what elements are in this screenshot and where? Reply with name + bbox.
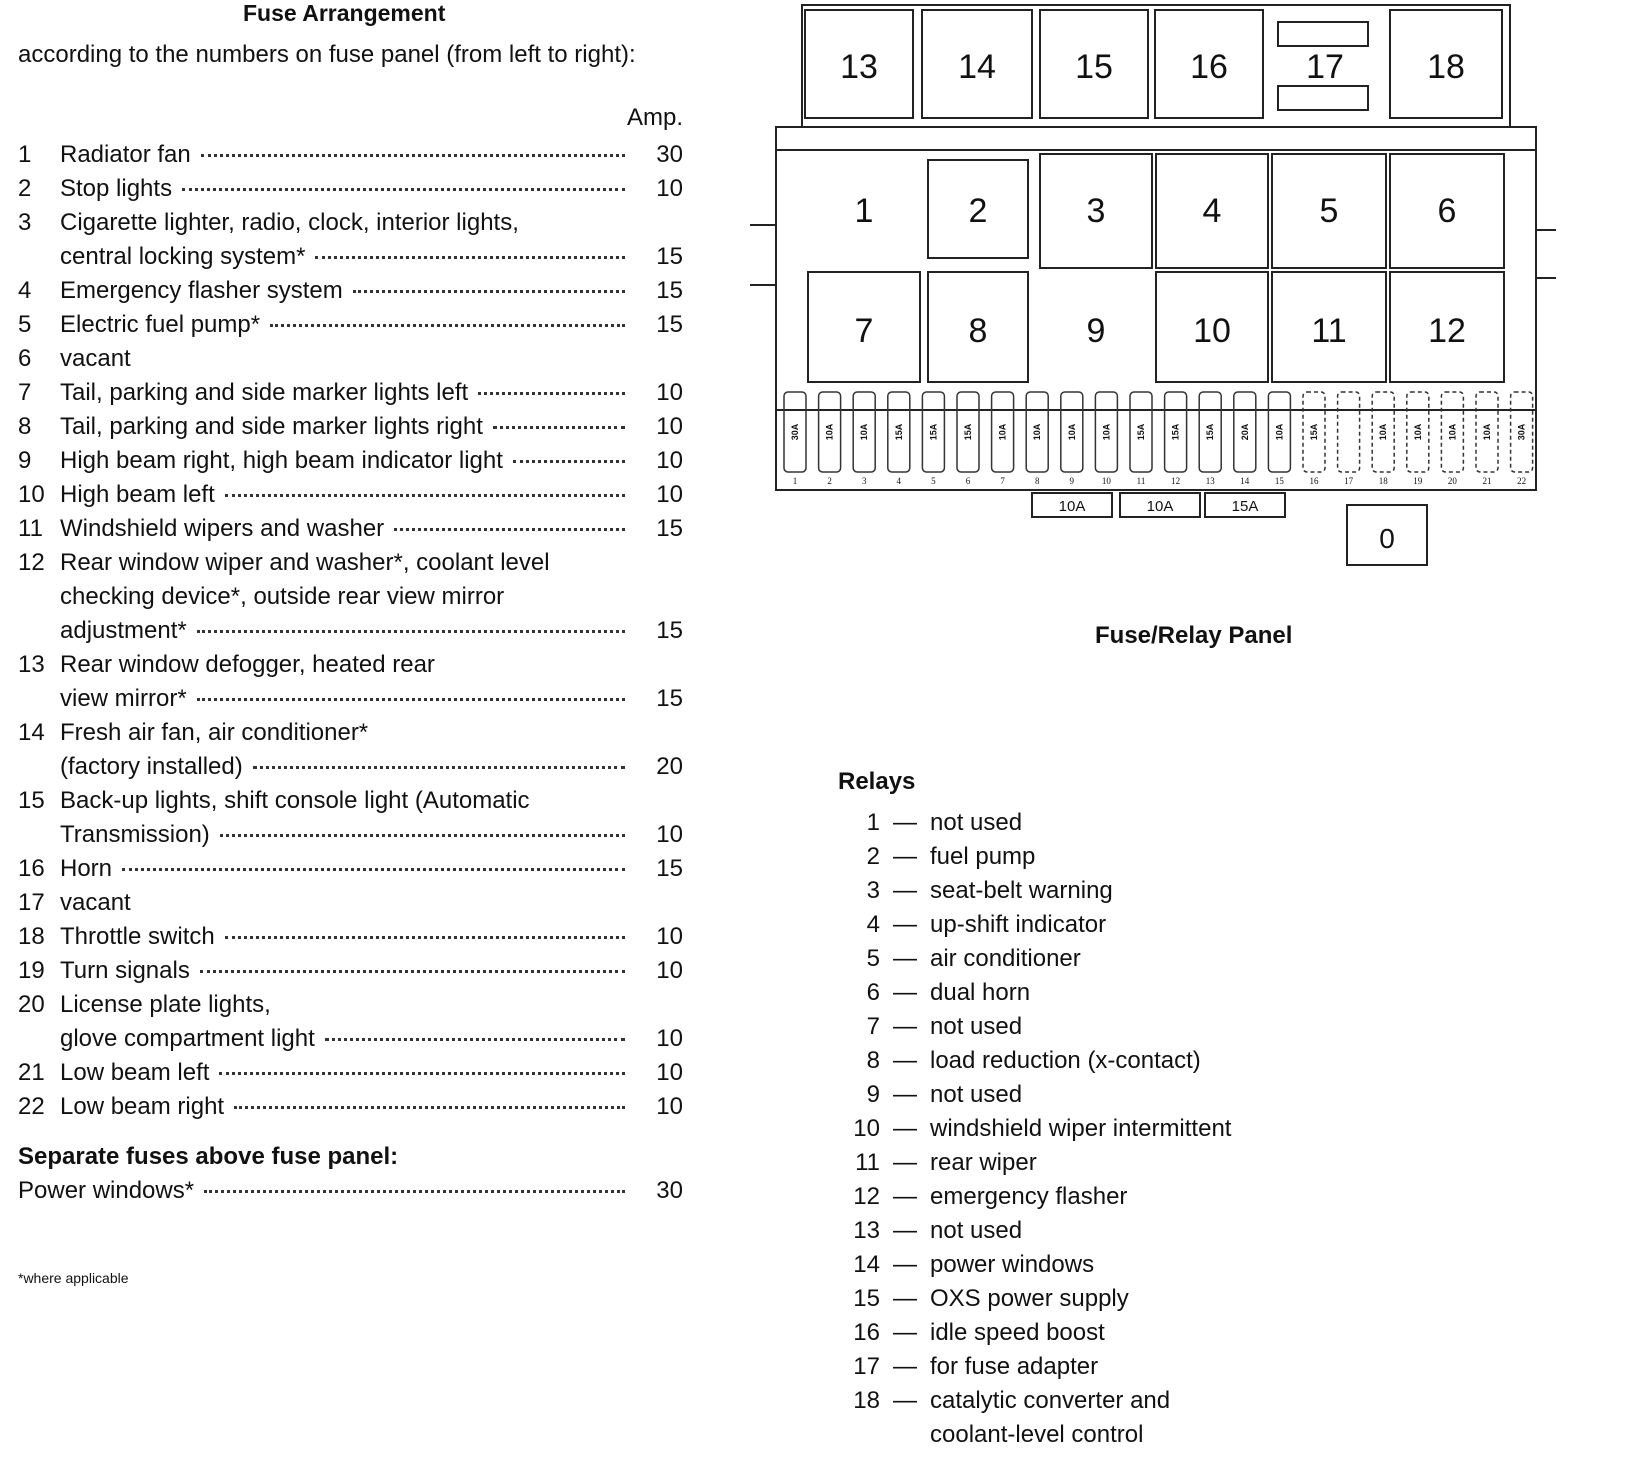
relay-label: 11 [1311,312,1347,350]
relay-item [838,1112,1398,1146]
fuse-slot-number: 13 [1205,476,1215,486]
fuse-slot-number: 11 [1136,476,1146,486]
relay-label: 7 [854,312,874,350]
fuse-amp: 10 [656,447,683,474]
fuse-description: Tail, parking and side marker lights left [60,379,469,406]
fuse-description: Horn [60,855,113,882]
dot-leader [220,834,625,837]
relay-number: 9 [866,1081,880,1108]
fuse-description: adjustment* [60,617,187,644]
fuse-arrangement-title: Fuse Arrangement [243,0,446,26]
relay-description: up-shift indicator [930,911,1107,938]
em-dash: — [893,843,917,870]
fuse-amp: 10 [656,957,683,984]
fuse-slot-number: 12 [1171,476,1181,486]
relays-section [838,768,1398,1452]
dot-leader [122,868,625,871]
fuse-description: central locking system* [60,243,306,270]
fuse-row [18,410,683,444]
fuse-description: High beam left [60,481,215,508]
fuse-number: 13 [18,651,45,678]
fuse-description: vacant [60,345,131,372]
em-dash: — [893,1183,917,1210]
relay-description: not used [930,1013,1023,1040]
relay-number: 4 [866,911,880,938]
fuse-rating: 10A [859,423,870,441]
fuse-description: License plate lights, [60,991,271,1018]
fuse-row [18,308,683,342]
relay-number: 2 [866,843,880,870]
fuse-amp: 15 [656,685,683,712]
relay-item [838,1180,1398,1214]
fuse-number: 1 [18,141,32,168]
fuse-relay-panel-diagram [750,0,1610,600]
left-mount-tab [750,225,776,285]
fuse-slot-number: 7 [1000,476,1005,486]
relay-item [838,1010,1398,1044]
relay-description-continued: coolant-level control [930,1421,1144,1448]
fuse-amp: 10 [656,481,683,508]
fuse-list [18,138,683,1124]
dot-leader [200,970,625,973]
relay-number: 13 [853,1217,880,1244]
relay-item [838,1282,1398,1316]
fuse-amp: 30 [656,141,683,168]
fuse-number: 8 [18,413,32,440]
fuse-slot-number: 2 [827,476,832,486]
fuse-row [18,716,683,784]
relay-description: emergency flasher [930,1183,1128,1210]
dot-leader [493,426,625,429]
fuse-number: 2 [18,175,32,202]
em-dash: — [893,877,917,904]
dot-leader [201,154,625,157]
relay-description: idle speed boost [930,1319,1105,1346]
relay-item [838,1044,1398,1078]
separate-fuse-rating: 10A [1146,498,1174,515]
relay-description: not used [930,1081,1023,1108]
fuse-rating: 30A [1516,423,1527,441]
fuse-rating: 15A [1205,423,1216,441]
fuse-description: view mirror* [60,685,187,712]
fuse-rating: 10A [1032,423,1043,441]
relay-number: 5 [866,945,880,972]
relay-item [838,806,1398,840]
relay-item [838,1350,1398,1384]
fuse-amp: 10 [656,413,683,440]
fuse-rating: 15A [1136,423,1146,441]
fuse-rating: 20A [1239,423,1250,441]
fuse-description: glove compartment light [60,1025,315,1052]
fuse-number: 20 [18,991,45,1018]
em-dash: — [893,1251,917,1278]
relay-number: 7 [866,1013,880,1040]
relay-label: 14 [958,48,996,86]
relay-item [838,1214,1398,1248]
fuse-description: Back-up lights, shift console light (Automatic [60,787,530,814]
dot-leader [182,188,625,191]
fuse-slot-number: 20 [1447,476,1457,486]
fuse-row [18,988,683,1056]
em-dash: — [893,1013,917,1040]
relay-number: 17 [853,1353,880,1380]
dot-leader [197,698,625,701]
relay-item [838,840,1398,874]
relay-label: 1 [854,192,874,230]
fuse-arrangement-intro: according to the numbers on fuse panel (from left to right): [18,41,636,68]
relay-item [838,1248,1398,1282]
fuse-rating: 15A [893,423,904,441]
footnote: *where applicable [18,1270,129,1286]
fuse-slot-number: 10 [1101,476,1111,486]
fuse-row [18,1090,683,1124]
fuse-number: 5 [18,311,32,338]
fuse-number: 17 [18,889,45,916]
relay-description: windshield wiper intermittent [930,1115,1232,1142]
relay-description: fuel pump [930,843,1036,870]
relay-item [838,1078,1398,1112]
fuse-number: 7 [18,379,32,406]
fuse-rating: 10A [1066,423,1077,441]
separate-fuse-label: Power windows* [18,1177,195,1204]
fuse-amp: 15 [656,855,683,882]
relay-description: rear wiper [930,1149,1037,1176]
fuse-description: Transmission) [60,821,210,848]
em-dash: — [893,911,917,938]
em-dash: — [893,979,917,1006]
dot-leader [270,324,625,327]
relay-label: 3 [1086,192,1106,230]
separate-fuse-rating: 10A [1058,498,1086,515]
em-dash: — [893,1115,917,1142]
relay-label: 15 [1075,48,1113,86]
fuse-row [18,648,683,716]
fuse-number: 11 [18,515,43,542]
dot-leader [225,494,625,497]
fuse [1338,392,1360,472]
em-dash: — [893,1217,917,1244]
fuse-rating: 15A [1170,423,1181,441]
fuse-rating: 10A [824,423,835,441]
relay-item [838,908,1398,942]
fuse-slot-number: 16 [1309,476,1319,486]
fuse-number: 21 [18,1059,45,1086]
fuse-row [18,1056,683,1090]
fuse-row [18,172,683,206]
fuse-amp: 15 [656,277,683,304]
relay-item [838,1146,1398,1180]
fuse-slot-number: 21 [1482,476,1492,486]
fuse-rating: 10A [1378,423,1389,441]
fuse-slot-number: 6 [965,476,971,486]
fuse-row [18,478,683,512]
fuse-description: Tail, parking and side marker lights right [60,413,483,440]
relay-number: 11 [855,1149,880,1176]
fuse-number: 12 [18,549,45,576]
fuse-amp: 10 [656,175,683,202]
dot-leader [315,256,625,259]
fuse-description: High beam right, high beam indicator light [60,447,503,474]
dot-leader [253,766,625,769]
fuse-rating: 15A [928,423,939,441]
fuse-slot-number: 1 [792,476,798,486]
relay-number: 3 [866,877,880,904]
fuse-slot-number: 19 [1413,476,1423,486]
relay-item [838,1316,1398,1350]
fuse-number: 18 [18,923,45,950]
fuse-number: 22 [18,1093,45,1120]
fuse-description: Fresh air fan, air conditioner* [60,719,369,746]
em-dash: — [893,945,917,972]
fuse-description: Stop lights [60,175,173,202]
fuse-number: 15 [18,787,45,814]
fuse-amp: 10 [656,821,683,848]
fuse-slot-number: 3 [861,476,867,486]
fuse-rating: 15A [963,423,973,441]
separate-fuse-rating: 15A [1231,498,1259,515]
relay-description: seat-belt warning [930,877,1113,904]
relays-title: Relays [838,768,916,795]
fuse-description: Cigarette lighter, radio, clock, interior lights, [60,209,519,236]
relay-label: 9 [1086,312,1106,350]
fuse-row [18,342,683,376]
em-dash: — [893,1387,917,1414]
separate-fuses-title: Separate fuses above fuse panel: [18,1143,399,1170]
fuse-amp: 20 [656,753,683,780]
fuse-description: Emergency flasher system [60,277,343,304]
dot-leader [204,1190,625,1193]
fuse-number: 4 [18,277,32,304]
fuse-row [18,138,683,172]
fuse-rating: 10A [1447,423,1458,441]
fuse-rating: 10A [997,423,1008,441]
fuse-adapter-slot [1278,86,1368,110]
amp-column-header: Amp. [626,104,683,131]
fuse-amp: 15 [656,243,683,270]
fuse-number: 16 [18,855,45,882]
relay-description: air conditioner [930,945,1081,972]
relay-description: not used [930,809,1023,836]
fuse-rating: 10A [1412,423,1423,441]
relay-item [838,976,1398,1010]
fuse-amp: 10 [656,379,683,406]
fuse-description: Throttle switch [60,923,215,950]
fuse-description: Radiator fan [60,141,191,168]
fuse-amp: 10 [656,923,683,950]
fuse-rating: 10A [1101,423,1112,441]
fuse-row [18,546,683,648]
fuse-amp: 15 [656,515,683,542]
fuse-row [18,954,683,988]
em-dash: — [893,1353,917,1380]
relay-number: 10 [853,1115,880,1142]
relay-label: 18 [1427,48,1465,86]
relay-list [838,806,1398,1452]
relay-number: 15 [853,1285,880,1312]
fuse-number: 9 [18,447,32,474]
fuse-number: 3 [18,209,32,236]
dot-leader [197,630,625,633]
relay-number: 8 [866,1047,880,1074]
relay-number: 16 [853,1319,880,1346]
relay-description: for fuse adapter [930,1353,1099,1380]
dot-leader [353,290,625,293]
relay-label: 4 [1202,192,1222,230]
fuse-slot-number: 17 [1344,476,1354,486]
fuse-number: 19 [18,957,45,984]
fuse-slot-number: 18 [1378,476,1388,486]
fuse-adapter-slot [1278,22,1368,46]
fuse-slot-number: 9 [1069,476,1075,486]
fuse-row [18,920,683,954]
relay-number: 12 [853,1183,880,1210]
dot-leader [219,1072,625,1075]
fuse-slot-number: 22 [1517,476,1527,486]
relay-label: 5 [1319,192,1339,230]
relay-number: 18 [853,1387,880,1414]
fuse-row [18,512,683,546]
fuse-description: Electric fuel pump* [60,311,261,338]
em-dash: — [893,1319,917,1346]
relay-number: 1 [866,809,880,836]
relay-description: power windows [930,1251,1095,1278]
fuse-row [18,376,683,410]
fuse-row [18,784,683,852]
relay-label: 13 [840,48,878,86]
dot-leader [325,1038,625,1041]
relay-label: 10 [1193,312,1231,350]
dot-leader [478,392,625,395]
fuse-rating: 10A [1274,423,1285,441]
dot-leader [394,528,625,531]
fuse-description: Rear window defogger, heated rear [60,651,435,678]
separate-fuse-amp: 30 [656,1177,683,1204]
fuse-rating: 10A [1482,423,1492,441]
fuse-description: Turn signals [60,957,190,984]
fuse-slot-number: 5 [931,476,936,486]
fuse-description: checking device*, outside rear view mirror [60,583,505,610]
fuse-amp: 10 [656,1059,683,1086]
relay-description: load reduction (x-contact) [930,1047,1201,1074]
dot-leader [234,1106,625,1109]
relay-label: 17 [1306,48,1344,86]
fuse-amp: 15 [656,311,683,338]
relay-description: catalytic converter and [930,1387,1171,1414]
fuse-row [18,852,683,886]
fuse-slot-number: 15 [1274,476,1284,486]
dot-leader [225,936,625,939]
relay-number: 14 [853,1251,880,1278]
relay-item [838,874,1398,908]
fuse-description: (factory installed) [60,753,243,780]
relay-description: not used [930,1217,1023,1244]
fuse-description: vacant [60,889,131,916]
em-dash: — [893,1047,917,1074]
relay-description: OXS power supply [930,1285,1129,1312]
em-dash: — [893,1149,917,1176]
fuse-row [18,274,683,308]
fuse-amp: 10 [656,1025,683,1052]
fuse-slot-number: 14 [1240,476,1250,486]
em-dash: — [893,809,917,836]
fuse-row [18,886,683,920]
separate-fuses-section [18,1140,683,1208]
fuse-description: Windshield wipers and washer [60,515,385,542]
fuse-description: Low beam left [60,1059,210,1086]
relay-label: 2 [968,192,988,230]
relay-item [838,1384,1398,1452]
relay-description: dual horn [930,979,1031,1006]
bottom-tab-label: 0 [1379,523,1395,554]
separate-fuse-row [18,1174,683,1208]
fuse-rating: 15A [1309,423,1319,441]
em-dash: — [893,1285,917,1312]
fuse-description: Rear window wiper and washer*, coolant level [60,549,550,576]
fuse-row [18,444,683,478]
fuse-number: 6 [18,345,32,372]
dot-leader [513,460,625,463]
fuse-description: Low beam right [60,1093,225,1120]
em-dash: — [893,1081,917,1108]
fuse-row [18,206,683,274]
relay-number: 6 [866,979,880,1006]
fuse-slot-number: 8 [1034,476,1040,486]
panel-caption: Fuse/Relay Panel [1095,622,1293,649]
fuse-slot-number: 4 [896,476,902,486]
fuse-rating: 30A [790,423,800,441]
fuse-amp: 15 [656,617,683,644]
relay-label: 6 [1437,192,1457,230]
relay-item [838,942,1398,976]
relay-label: 12 [1428,312,1466,350]
fuse-number: 14 [18,719,45,746]
relay-label: 16 [1190,48,1228,86]
relay-label: 8 [968,312,988,350]
fuse-amp: 10 [656,1093,683,1120]
fuse-number: 10 [18,481,45,508]
